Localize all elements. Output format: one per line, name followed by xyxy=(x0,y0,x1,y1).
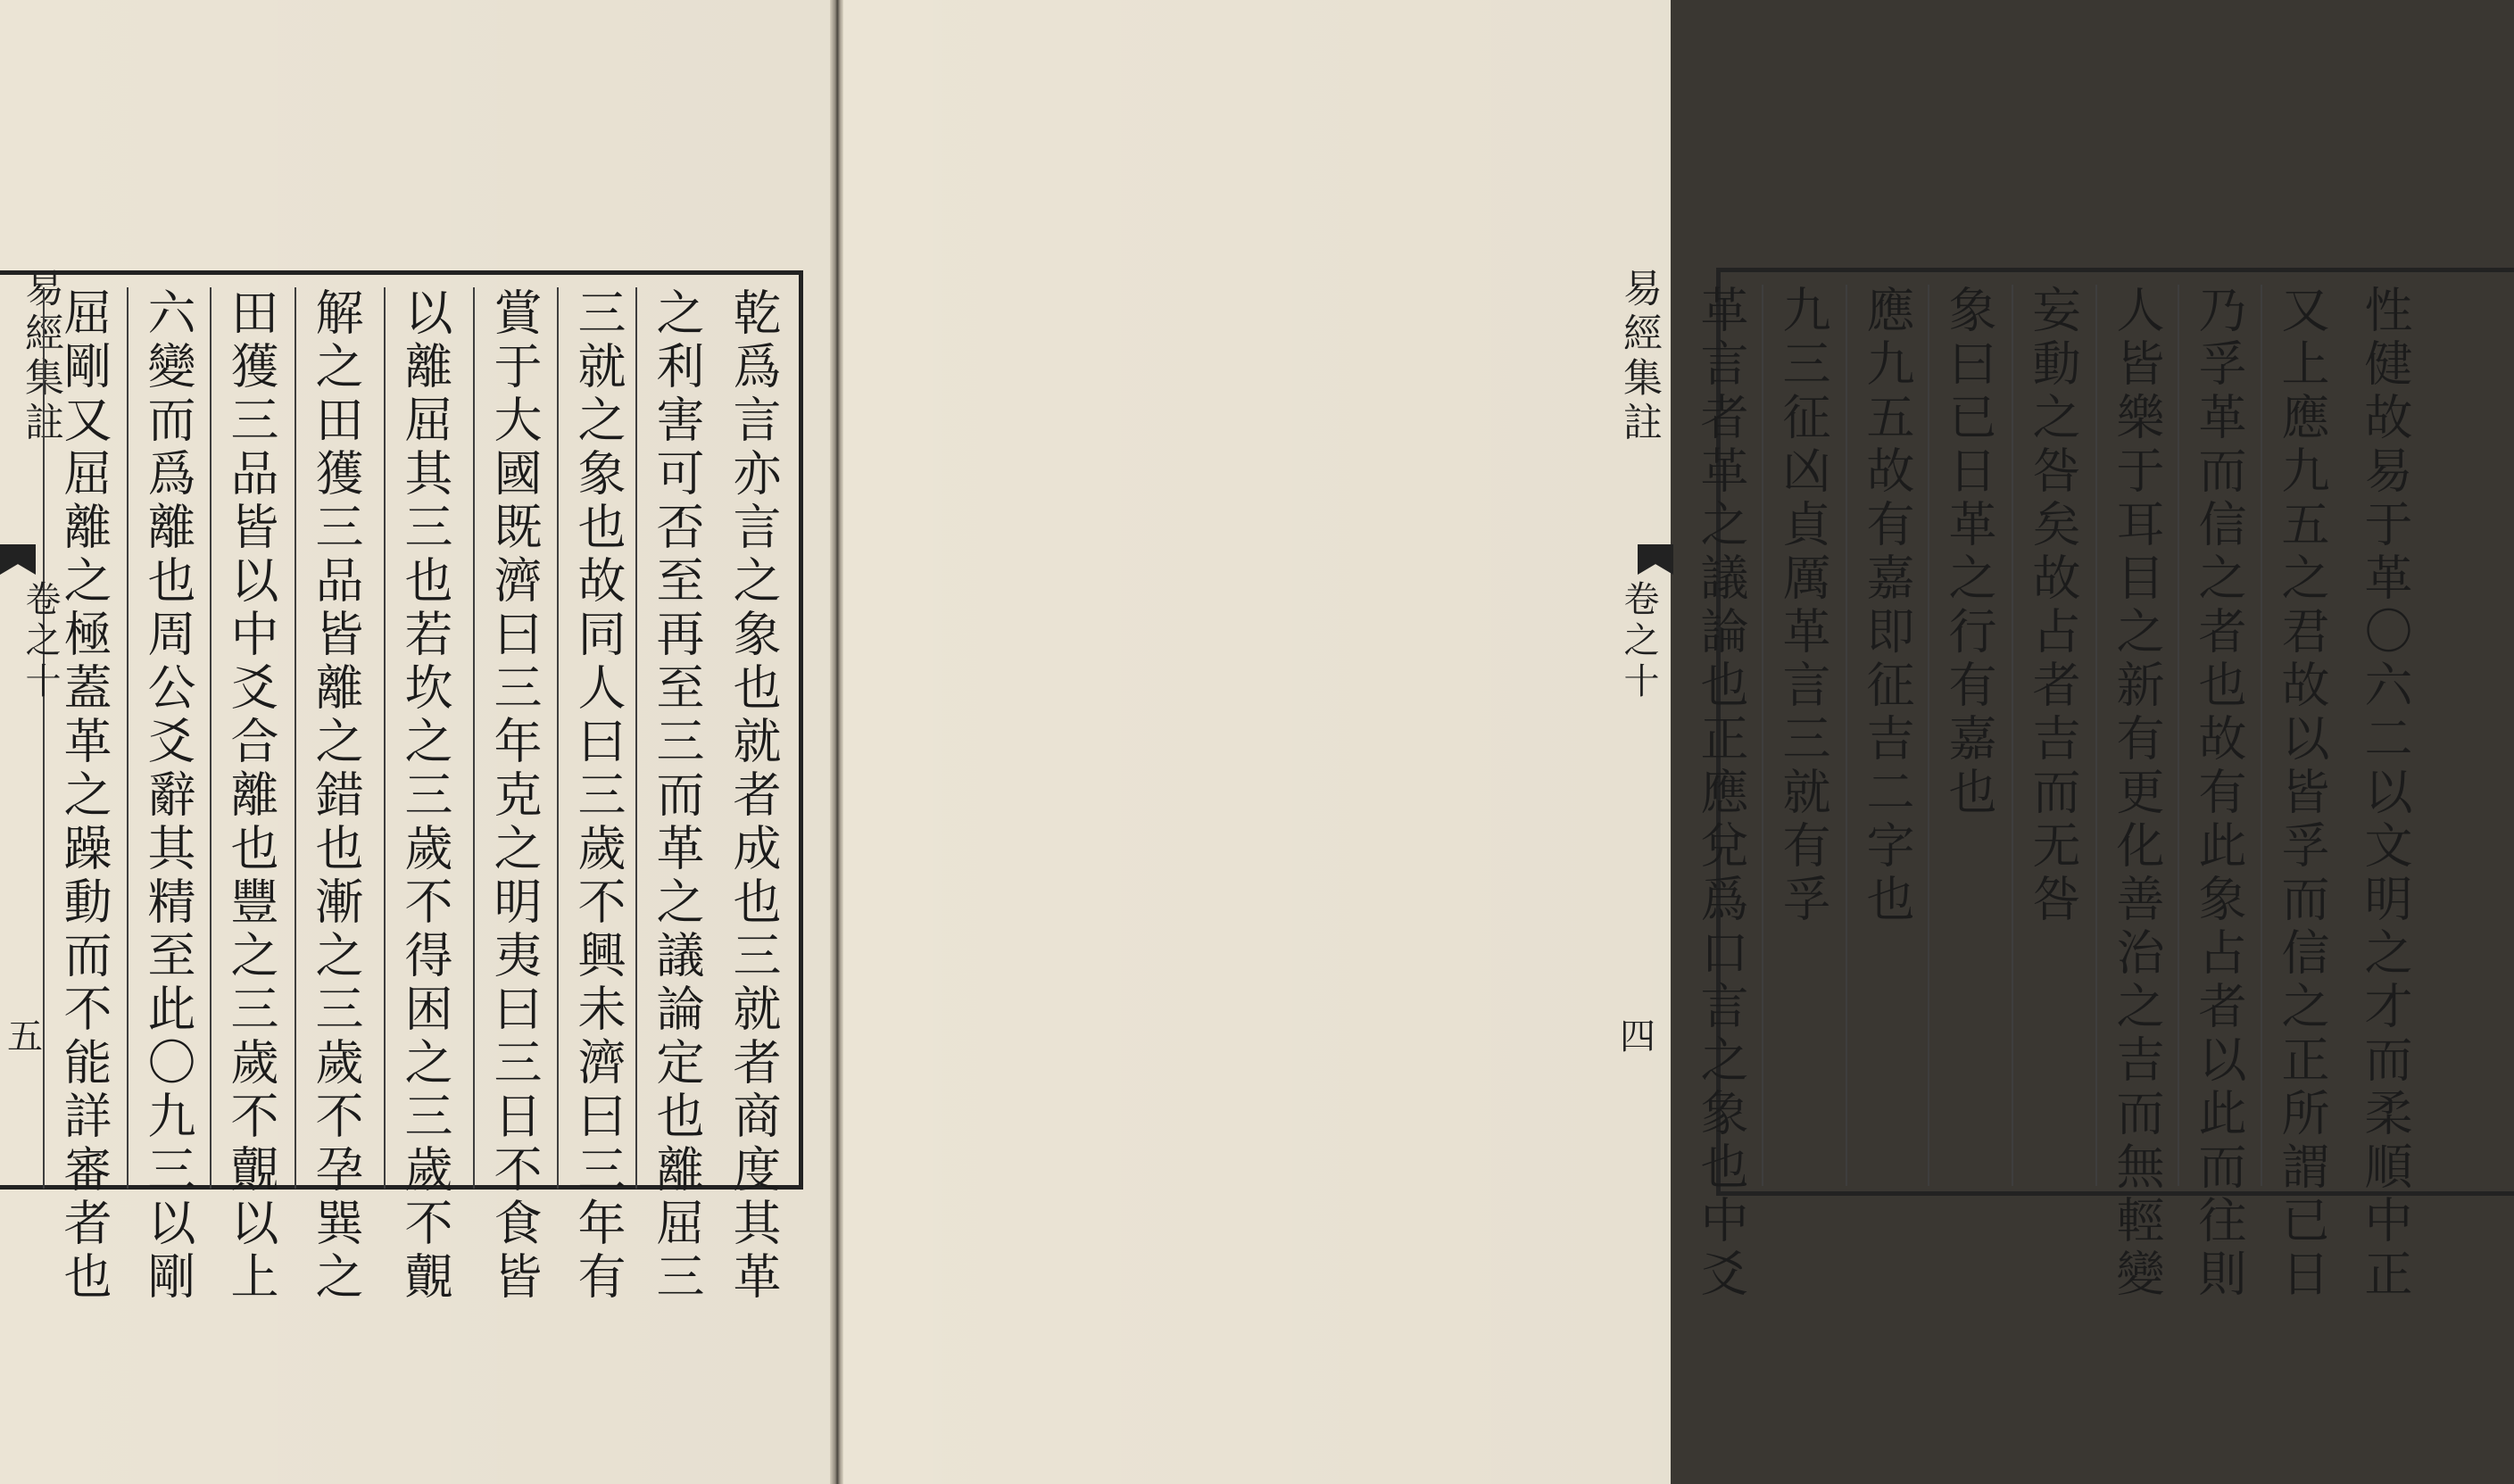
right-column-7: 應九五故有嘉即征吉二字也 xyxy=(1846,285,1926,1186)
left-text-frame xyxy=(0,270,803,1305)
right-column-4: 人皆樂于耳目之新有更化善治之吉而無輕變 xyxy=(2095,285,2176,1186)
right-column-9: 革言者革之議論也正應兌爲口言之象也中爻 xyxy=(1693,285,1749,1302)
left-margin-title: 易經集註 xyxy=(18,268,63,446)
left-column-9: 屈剛又屈離之極蓋革之躁動而不能詳審者也 xyxy=(43,287,123,1189)
left-margin-volume: 卷之十 xyxy=(20,580,61,703)
right-page xyxy=(843,0,2413,1484)
right-column-3: 乃孚革而信之者也故有此象占者以此而往則 xyxy=(2178,285,2258,1186)
book-gutter xyxy=(830,0,843,1484)
right-column-6: 象曰已日革之行有嘉也 xyxy=(1928,285,2008,1186)
left-column-5: 以離屈其三也若坎之三歲不得困之三歲不覿 xyxy=(384,287,464,1189)
right-margin-title: 易經集註 xyxy=(1616,268,1662,446)
right-column-8: 九三征凶貞厲革言三就有孚 xyxy=(1762,285,1842,1186)
right-fishtail-mark xyxy=(1638,544,1673,575)
right-margin-volume: 卷之十 xyxy=(1618,580,1659,703)
left-column-2: 之利害可否至再至三而革之議論定也離屈三 xyxy=(635,287,716,1189)
left-column-7: 田獲三品皆以中爻合離也豐之三歲不覿以上 xyxy=(210,287,290,1189)
left-column-4: 賞于大國既濟曰三年克之明夷曰三日不食皆 xyxy=(473,287,553,1189)
right-column-1: 性健故易于革〇六二以文明之才而柔順中正 xyxy=(2357,285,2413,1302)
left-column-1: 乾爲言亦言之象也就者成也三就者商度其革 xyxy=(726,287,782,1305)
right-page-number: 四 xyxy=(1620,1016,1655,1057)
left-column-3: 三就之象也故同人曰三歲不興未濟曰三年有 xyxy=(557,287,637,1189)
left-column-8: 六變而爲離也周公爻辭其精至此〇九三以剛 xyxy=(127,287,207,1189)
right-column-5: 妄動之咎矣故占者吉而无咎 xyxy=(2012,285,2092,1186)
left-page-number: 五 xyxy=(7,1016,43,1057)
right-column-2: 又上應九五之君故以皆孚而信之正所謂已日 xyxy=(2261,285,2341,1186)
left-column-6: 解之田獲三品皆離之錯也漸之三歲不孕巽之 xyxy=(295,287,375,1189)
left-page xyxy=(0,0,830,1484)
right-text-frame xyxy=(1693,268,2514,1302)
